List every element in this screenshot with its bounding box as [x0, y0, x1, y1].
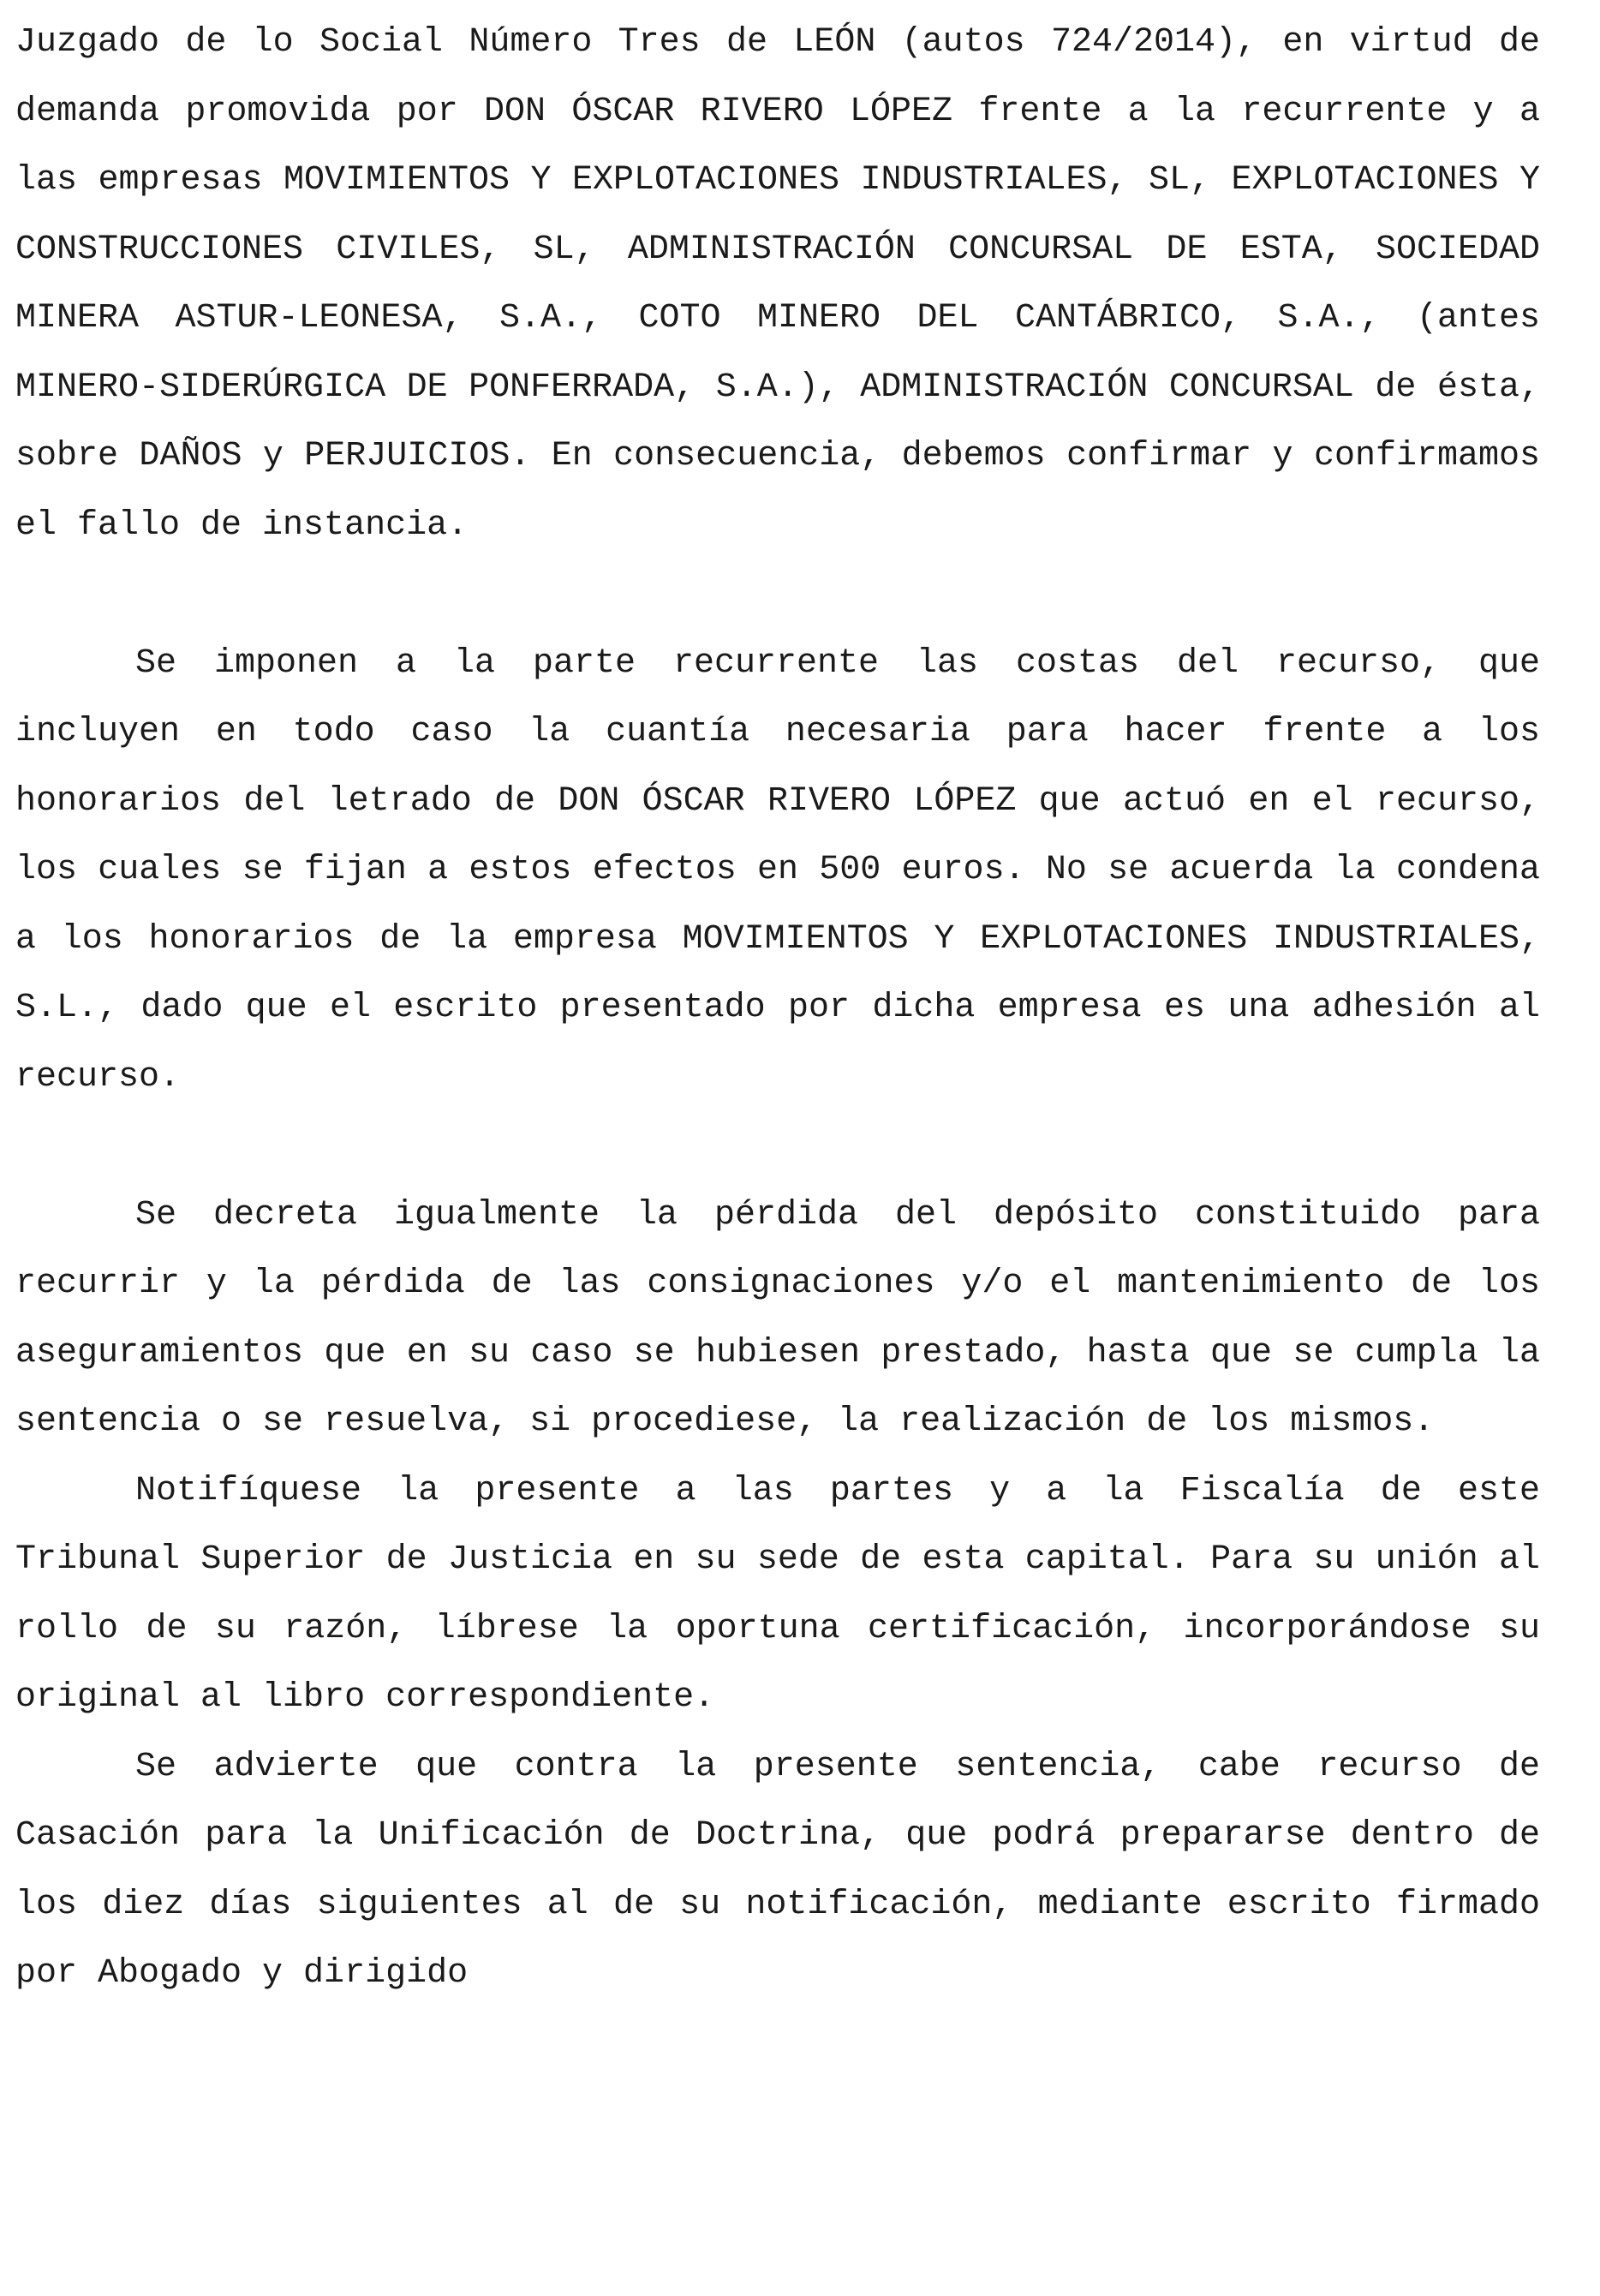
paragraph-recurso-casacion: Se advierte que contra la presente sentencia, cabe recurso de Casación para la Unificación de Doctrina, que podrá prepararse dentro de los diez días siguientes al de su notificación, mediante escrito firmado por Abogado y dirigido [15, 1747, 1540, 1993]
paragraph-notificacion: Notifíquese la presente a las partes y a la Fiscalía de este Tribunal Superior de Justicia en su sede de esta capital. Para su unión al rollo de su razón, líbrese la oportuna certificación, incorporándose su original al libro correspondiente. [15, 1471, 1540, 1717]
paragraph-fallo: Juzgado de lo Social Número Tres de LEÓN (autos 724/2014), en virtud de demanda promovida por DON ÓSCAR RIVERO LÓPEZ frente a la recurrente y a las empresas MOVIMIENTOS Y EXPLOTACIONES INDUSTRIALES, SL, EXPLOTACIONES Y CONSTRUCCIONES CIVILES, SL, ADMINISTRACIÓN CONCURSAL DE ESTA, SOCIEDAD MINERA ASTUR-LEONESA, S.A., COTO MINERO DEL CANTÁBRICO, S.A., (antes MINERO-SIDERÚRGICA DE PONFERRADA, S.A.), ADMINISTRACIÓN CONCURSAL de ésta, sobre DAÑOS y PERJUICIOS. En consecuencia, debemos confirmar y confirmamos el fallo de instancia. [15, 23, 1540, 545]
paragraph-spacer [15, 1112, 1540, 1181]
document-page [15, 9, 1540, 2009]
paragraph-costas: Se imponen a la parte recurrente las costas del recurso, que incluyen en todo caso la cuantía necesaria para hacer frente a los honorarios del letrado de DON ÓSCAR RIVERO LÓPEZ que actuó en el recurso, los cuales se fijan a estos efectos en 500 euros. No se acuerda la condena a los honorarios de la empresa MOVIMIENTOS Y EXPLOTACIONES INDUSTRIALES, S.L., dado que el escrito presentado por dicha empresa es una adhesión al recurso. [15, 643, 1540, 1097]
paragraph-deposito: Se decreta igualmente la pérdida del depósito constituido para recurrir y la pérdida de las consignaciones y/o el mantenimiento de los aseguramientos que en su caso se hubiesen prestado, hasta que se cumpla la sentencia o se resuelva, si procediese, la realización de los mismos. [15, 1195, 1540, 1441]
paragraph-spacer [15, 560, 1540, 630]
